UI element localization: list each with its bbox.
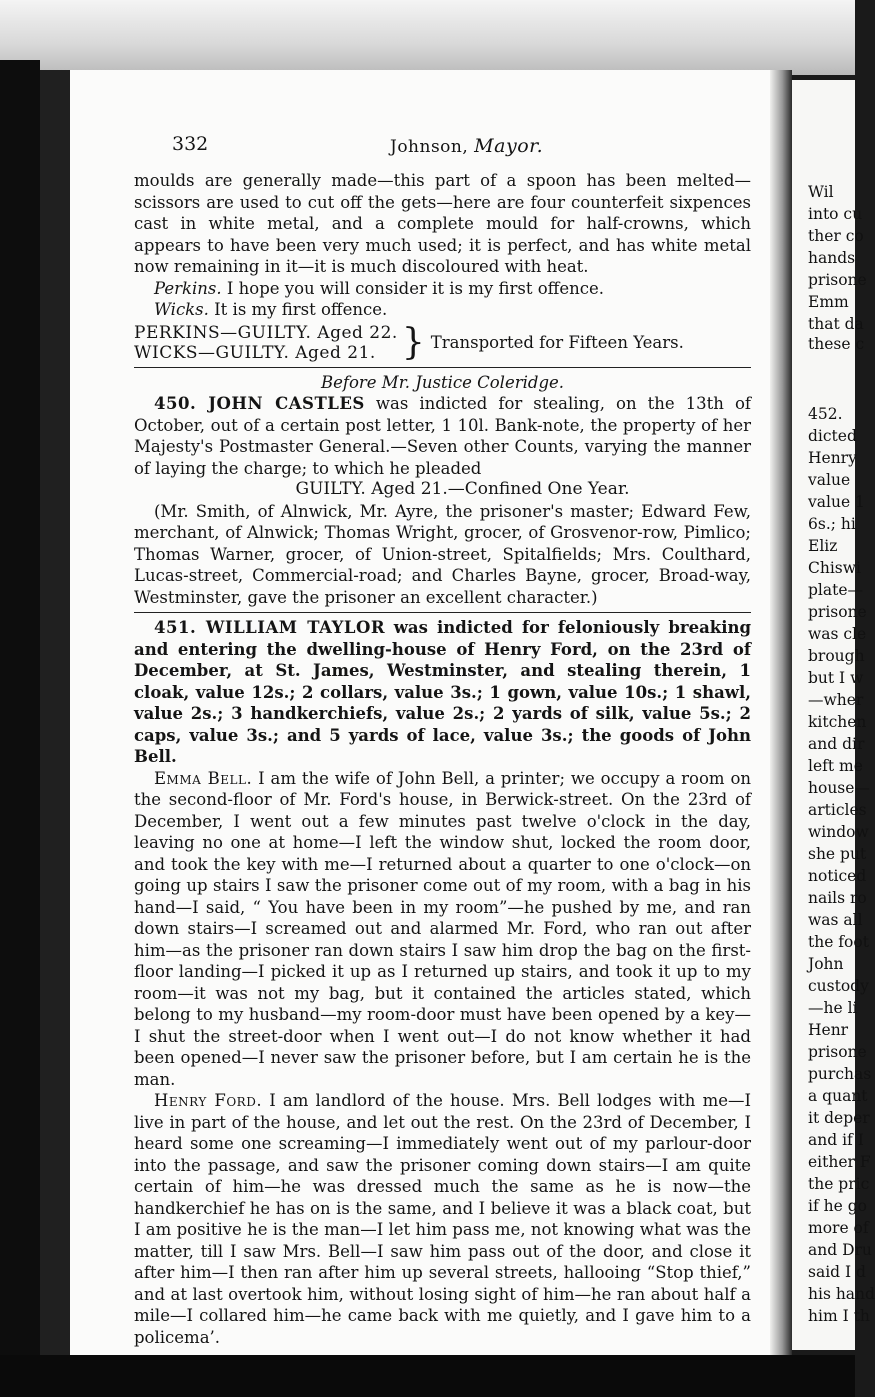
right-page-fragment: the foot [808, 933, 869, 951]
statement-wicks-text: It is my first offence. [214, 300, 388, 319]
scan-bottom-background [0, 1355, 855, 1397]
right-page-fragment: John [808, 955, 844, 973]
paragraph-moulds: moulds are generally made—this part of a spoon has been melted—scissors are used to cut off the gets—here are four counterfeit sixpences cast in white metal, and a complete mould for half-crowns, which appears to have been very much used; it is perfect, and has white metal now remaining in it—it is much discoloured with heat. [134, 171, 751, 276]
right-page-fragment: value 1 [808, 493, 865, 511]
right-page-fragment: prisone [808, 1043, 867, 1061]
right-page-fragment: —wher [808, 691, 864, 709]
right-page-fragment: 6s.; hi [808, 515, 856, 533]
right-page-fragment: nails ro [808, 889, 867, 907]
case-451-heading: 451. WILLIAM TAYLOR [154, 618, 386, 637]
right-page-fragment: plate— [808, 581, 864, 599]
right-page-fragment: window [808, 823, 869, 841]
verdict-wicks: WICKS—GUILTY. Aged 21. [134, 342, 376, 363]
before-judge: Before Mr. Justice Coleridge. [320, 372, 565, 392]
right-page-fragment: value [808, 471, 851, 489]
right-page-fragment: more of [808, 1219, 869, 1237]
testimony-emma-bell [134, 768, 751, 1091]
right-page-fragment: it deper [808, 1109, 870, 1127]
verdict-sentence: Transported for Fifteen Years. [430, 332, 684, 352]
scan-top-background [0, 0, 855, 75]
right-page-fragment: Henr [808, 1021, 849, 1039]
page-content [134, 130, 751, 1348]
right-page-fragment: brough [808, 647, 865, 665]
right-page-fragment: articles [808, 801, 867, 819]
running-head [134, 130, 751, 170]
testimony-henry-ford-text: I am landlord of the house. Mrs. Bell lodges with me—I live in part of the house, and let out the rest. On the 23rd of December, I heard some one screaming—I immediately went out of my parlour-door into the passage, and saw the prisoner coming down stairs—I am quite certain of him—he was dressed much the same as he is now—the handkerchief he has on is the same, and I believe it was a black coat, but I am positive he is the man—I let him pass me, not knowing what was the matter, till I saw Mrs. Bell—I saw him pass out of the door, and close it after him—I then ran after him up several streets, hallooing “Stop thief,” and at last overtook him, without losing sight of him—he ran about half a mile—I collared him—he came back with me quietly, and I gave him to a policema’. [134, 1091, 752, 1347]
testimony-emma-bell-text: I am the wife of John Bell, a printer; we occupy a room on the second-floor of Mr. Ford's house, in Berwick-street. On the 23rd of December, I went out a few minutes past twelve o'clock in the day, leaving no one at home—I left the window shut, locked the room door, and took the key with me—I returned about a quarter to one o'clock—on going up stairs I saw the prisoner come out of my room, with a bag in his hand—I said, “ You have been in my room”—he pushed by me, and ran down stairs—I screamed out and alarmed Mr. Ford, who ran out after him—as the prisoner ran down stairs I saw him drop the bag on the first-floor landing—I picked it up as I returned up stairs, and took it up to my room—it was not my bag, but it contained the articles stated, which belong to my husband—my room-door must have been opened by a key—I shut the street-door when I went out—I do not know whether it had been opened—I never saw the prisoner before, but I am certain he is the man. [134, 768, 752, 1089]
verdict-perkins: PERKINS—GUILTY. Aged 22. [134, 322, 398, 343]
right-page-fragment: noticed [808, 867, 867, 885]
case-450-heading: 450. JOHN CASTLES [154, 394, 365, 413]
right-page-fragment: hands [808, 249, 856, 267]
right-page-fragment: a quant [808, 1087, 868, 1105]
character-witnesses-block [134, 501, 751, 614]
right-page-fragment: left me [808, 757, 863, 775]
right-page-fragment: Eliz [808, 537, 838, 555]
right-page-fragment: Emm [808, 293, 849, 311]
right-page-fragment: ther co [808, 227, 864, 245]
case-450-text: was indicted for stealing, on the 13th of October, out of a certain post letter, 1 10l. Bank-note, the property of her Majesty's Postmaster General.—Seven other Counts, varying the manner of laying the charge; to which he pleaded [134, 394, 752, 478]
testimony-henry-ford [134, 1090, 751, 1348]
right-page-fragment: either F [808, 1153, 871, 1171]
right-page-fragment: his hand [808, 1285, 875, 1303]
book-gutter [770, 70, 792, 1365]
verdict-lines [134, 323, 398, 363]
case-450-character: (Mr. Smith, of Alnwick, Mr. Ayre, the prisoner's master; Edward Few, merchant, of Alnwick; Thomas Wright, grocer, of Grosvenor-row, Pimlico; Thomas Warner, grocer, of Union-street, Spitalfields; Mrs. Coulthard, Lucas-street, Commercial-road; and Charles Bayne, grocer, Broad-way, Westminster, gave the prisoner an excellent character.) [134, 501, 751, 607]
right-page-fragment: but I w [808, 669, 864, 687]
statement-perkins-text: I hope you will consider it is my first offence. [226, 278, 605, 298]
right-page-fragment: and Dru [808, 1241, 872, 1259]
running-title [390, 136, 543, 159]
running-title-role: Mayor. [474, 135, 544, 157]
right-page-fragment: purchas [808, 1065, 872, 1083]
right-page-fragment: him I th [808, 1307, 870, 1325]
speaker-henry-ford: Henry Ford. [154, 1091, 263, 1110]
right-page-fragment: prisone [808, 271, 867, 289]
speaker-wicks: Wicks. [154, 300, 209, 319]
running-title-name: Johnson, [390, 137, 469, 157]
case-451 [134, 617, 751, 768]
right-page-fragment: prisone [808, 603, 867, 621]
right-page-fragment: was cle [808, 625, 867, 643]
right-page-fragment: 452. [808, 405, 843, 423]
right-page-fragment: house— [808, 779, 870, 797]
right-page-fragment: dicted [808, 427, 857, 445]
right-page-fragment: she put [808, 845, 867, 863]
right-page-fragment: Henry [808, 449, 857, 467]
right-page-fragment: kitchen [808, 713, 867, 731]
right-page-fragment: and dir [808, 735, 865, 753]
book-left-edge [0, 60, 40, 1397]
right-page-fragment: Wil [808, 183, 834, 201]
case-451-text: was indicted for feloniously breaking and entering the dwelling-house of Henry Ford, on the 23rd of December, at St. James, Westminster, and stealing therein, 1 cloak, value 12s.; 2 collars, value 3s.; 1 gown, value 10s.; 1 shawl, value 2s.; 3 handkerchiefs, value 2s.; 2 yards of silk, value 5s.; 2 caps, value 3s.; and 5 yards of lace, value 3s.; the goods of John Bell. [134, 618, 751, 766]
right-page-fragment: into cu [808, 205, 863, 223]
right-page-fragment: if he go [808, 1197, 867, 1215]
case-450 [134, 393, 751, 479]
right-page-fragment: these c [808, 335, 865, 353]
page-number: 332 [172, 133, 209, 155]
right-page-fragment: that da [808, 315, 864, 333]
speaker-perkins: Perkins. [154, 278, 222, 298]
right-page-fragment: was all [808, 911, 863, 929]
right-page-fragment: Chiswi [808, 559, 861, 577]
statement-perkins [134, 278, 751, 300]
right-page-fragment: and if I [808, 1131, 864, 1149]
right-page-fragment: —he li [808, 999, 858, 1017]
verdict-block [134, 323, 751, 368]
right-page-fragment: custody [808, 977, 869, 995]
verdict-brace: } [401, 321, 425, 363]
statement-wicks [134, 299, 751, 321]
right-page-fragment: the pric [808, 1175, 870, 1193]
speaker-emma-bell: Emma Bell. [154, 768, 253, 788]
case-450-plea: GUILTY. Aged 21.—Confined One Year. [295, 479, 630, 499]
right-page-fragment: said I d [808, 1263, 866, 1281]
